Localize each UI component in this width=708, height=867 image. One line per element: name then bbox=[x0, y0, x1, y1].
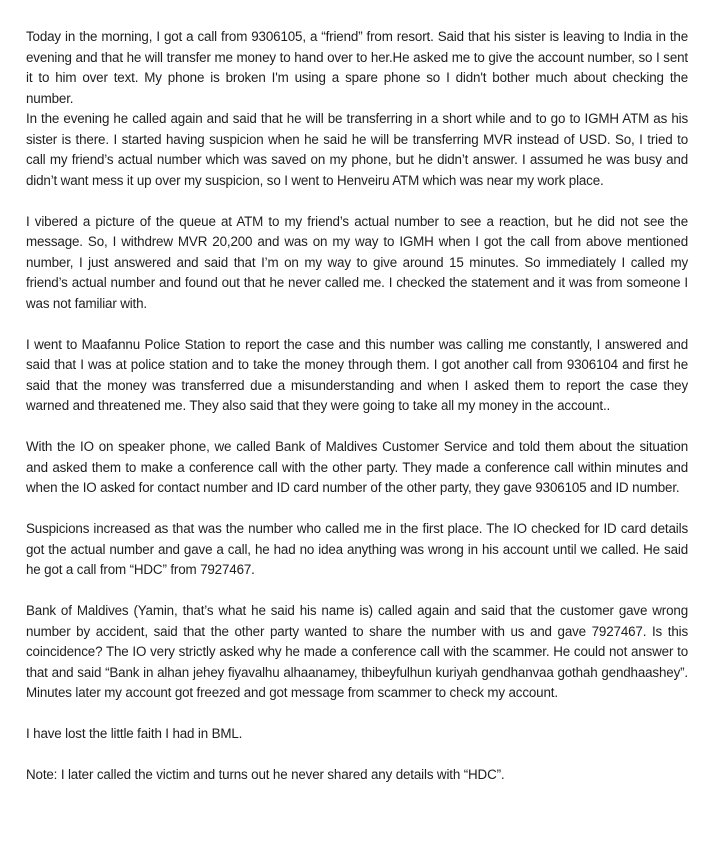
paragraph-atm-withdrawal: I vibered a picture of the queue at ATM to my friend’s actual number to see a reaction, but he did not see the message. So, I withdrew MVR 20,200 and was on my way to IGMH when I got the call from above mentioned number, I just answered and said that I’m on my way to give around 15 minutes. So immediately I called my friend’s actual number and found out that he never called me. I checked the statement and it was from someone I was not familiar with. bbox=[26, 213, 688, 311]
paragraph-police-station: I went to Maafannu Police Station to report the case and this number was calling me constantly, I answered and said that I was at police station and to take the money through them. I got another call from 9306104 and first he said that the money was transferred due a misunderstanding and when I asked them to report the case they warned and threatened me. They also said that they were going to take all my money in the account.. bbox=[26, 336, 688, 413]
paragraph-bml-callback: Bank of Maldives (Yamin, that’s what he said his name is) called again and said that the customer gave wrong number by accident, said that the other party wanted to share the number with us and gave 7927467. Is this coincidence? The IO very strictly asked why he made a conference call with the scammer. He could not answer to that and said “Bank in alhan jehey fiyavalhu alhaanamey, thibeyfulhun kuriyah gendhanvaa gothah gendhaashey”. Minutes later my account got freezed and got message from scammer to check my account. bbox=[26, 603, 688, 700]
paragraph-conference-call: With the IO on speaker phone, we called Bank of Maldives Customer Service and told them about the situation and asked them to make a conference call with the other party. They made a conference call within minutes and when the IO asked for contact number and ID card number of the other party, they gave 9306105 and ID number. bbox=[26, 439, 688, 495]
paragraph-lost-faith: I have lost the little faith I had in BML. bbox=[26, 726, 243, 741]
paragraph-morning-call: Today in the morning, I got a call from 9306105, a “friend” from resort. Said that his sister is leaving to India in the evening and that he will transfer me money to hand over to her.He asked me to give the account number, so I sent it to him over text. My phone is broken I'm using a spare phone so I didn't bother much about checking the number. bbox=[26, 29, 688, 106]
document-body bbox=[26, 27, 688, 786]
paragraph-suspicions: Suspicions increased as that was the number who called me in the first place. The IO checked for ID card details got the actual number and gave a call, he had no idea anything was wrong in his account until we called. He said he got a call from “HDC” from 7927467. bbox=[26, 521, 688, 577]
paragraph-evening-call: In the evening he called again and said that he will be transferring in a short while and to go to IGMH ATM as his sister is there. I started having suspicion when he said he will be transferring MVR instead of USD. So, I tried to call my friend’s actual number which was saved on my phone, but he didn’t answer. I assumed he was busy and didn’t want mess it up over my suspicion, so I went to Henveiru ATM which was near my work place. bbox=[26, 111, 688, 188]
paragraph-note: Note: I later called the victim and turns out he never shared any details with “HDC”. bbox=[26, 767, 505, 782]
